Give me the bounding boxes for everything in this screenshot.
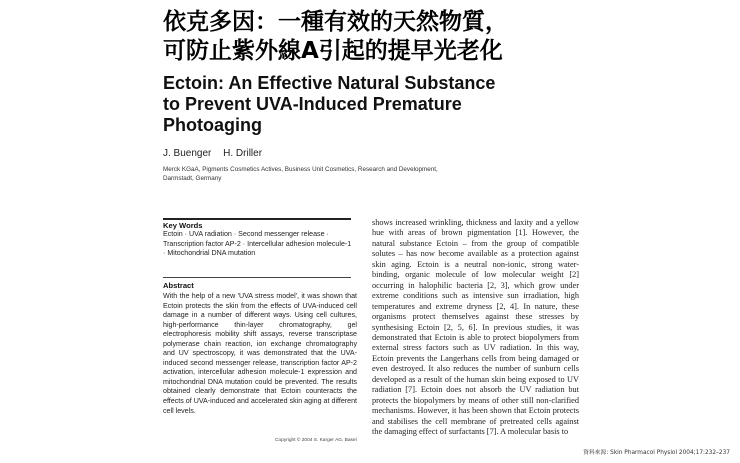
abstract-text: With the help of a new 'UVA stress model', it was shown that Ectoin protects the skin from the effects of UVA-induced cell damage in a number of different ways. Using cell cultures, high-performance thin-layer chromatography, gel electrophoresis mobility shift assays, reverse transcriptase polymerase chain reaction, ion exchange chromatography and UV spectroscopy, it was demonstrated that the UVA-induced second messenger release, transcription factor AP-2 activation, intercellular adhesion molecule-1 expression and mitochondrial DNA mutation could be prevented. The results obtained clearly demonstrate that Ectoin counteracts the effects of UVA-induced and accelerated skin aging at different cell levels.: [163, 292, 357, 415]
keywords-text: Ectoin · UVA radiation · Second messenger release · Transcription factor AP-2 · Intercellular adhesion molecule-1 · Mitochondrial DNA mutation: [163, 230, 352, 258]
keywords-top-rule: [163, 218, 351, 220]
author-name: H. Driller: [223, 148, 263, 159]
english-title-line-1: Ectoin: An Effective Natural Substance: [163, 73, 496, 93]
english-title-line-3: Photoaging: [163, 115, 262, 135]
chinese-title-line-2: 可防止紫外線A引起的提早光老化: [163, 38, 503, 64]
affiliation: Merck KGaA, Pigments Cosmetics Actives, Business Unit Cosmetics, Research and Development, Darmstadt, Germany: [163, 166, 438, 182]
abstract-heading: Abstract: [163, 281, 194, 290]
english-title-line-2: to Prevent UVA-Induced Premature: [163, 94, 462, 114]
abstract-top-rule: [163, 277, 351, 278]
chinese-title: [163, 8, 583, 66]
copyright-notice: Copyright © 2004 S. Karger AG, Basel: [275, 438, 357, 443]
source-citation: 資料來源: Skin Pharmacol Physiol 2004;17:232–237: [583, 450, 730, 456]
body-text-column: shows increased wrinkling, thickness and laxity and a yellow hue with areas of brown pigmentation [1]. However, the natural substance Ectoin – from the group of compatible solutes – has now become available as a protection against skin aging. Ectoin is a neutral non-ionic, strong water-binding, organic molecule of low molecular weight [2] occurring in halophilic bacteria [2, 3], which grow under extreme conditions such as intensive sun irradiation, high temperatures and extreme dryness [2, 4]. In nature, these organisms protect themselves against these stresses by synthesising Ectoin [2, 5, 6]. In previous studies, it was demonstrated that Ectoin is able to protect biopolymers from external stress factors such as UV radiation. In this way, Ectoin prevents the Langerhans cells from being damaged or even destroyed. It also reduces the number of sunburn cells developed as a result of the human skin being exposed to UV radiation [7]. Ectoin does not absorb the UV radiation but protects the biopolymers by means of other still non-clarified mechanisms. However, it has been shown that Ectoin protects and stabilises the cell membrane of pretreated cells against the damaging effect of surfactants [7]. A molecular basis to: [372, 218, 579, 437]
english-title: [163, 73, 583, 136]
chinese-title-line-1: 依克多因：一種有效的天然物質，: [163, 9, 508, 35]
author-name: J. Buenger: [163, 148, 212, 159]
author-list: [163, 148, 271, 159]
keywords-heading: Key Words: [163, 221, 203, 230]
